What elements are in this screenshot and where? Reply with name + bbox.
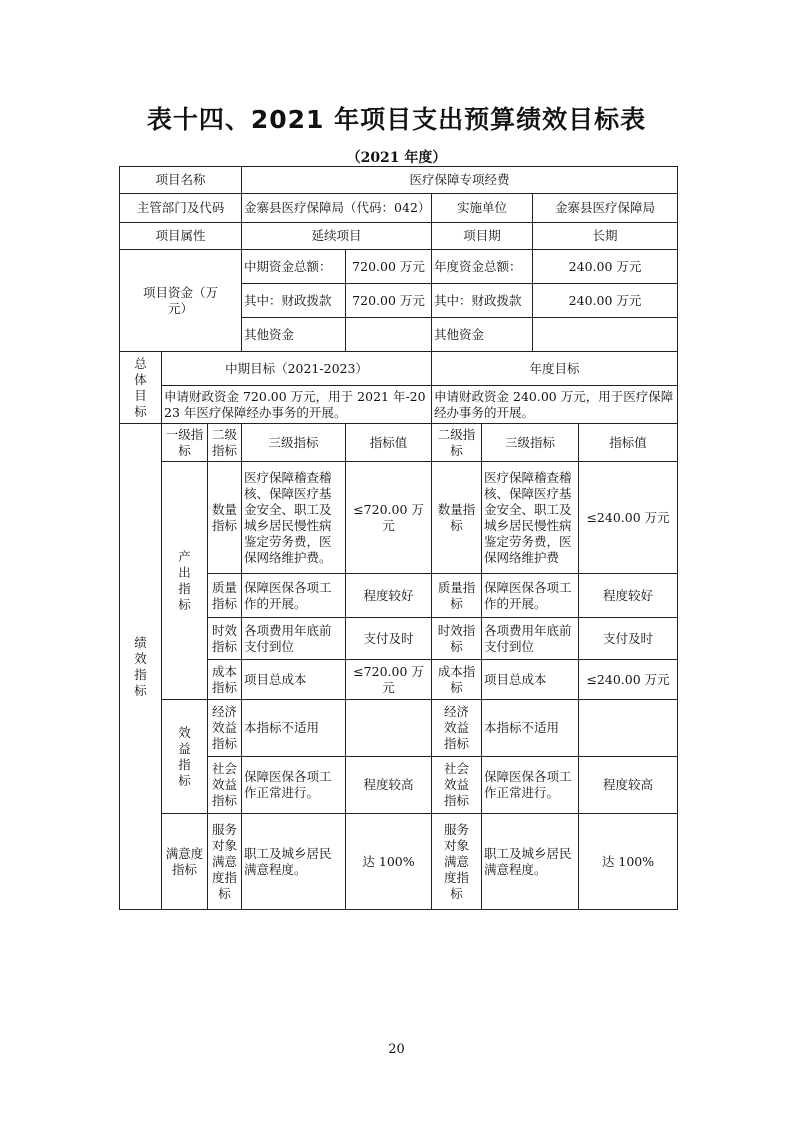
val-quality-year: 程度较好 — [579, 574, 678, 618]
year-other-value — [533, 318, 678, 352]
page-title: 表十四、2021 年项目支出预算绩效目标表 — [146, 105, 647, 134]
budget-performance-table — [119, 166, 678, 910]
year-total-label: 年度资金总额： — [432, 250, 533, 284]
project-name-label: 项目名称 — [120, 167, 242, 194]
l2-quality-year: 质量指标 — [432, 574, 482, 618]
indicators-label: 绩效指标 — [120, 424, 162, 910]
l3-economic: 本指标不适用 — [242, 700, 346, 757]
l3-timeliness: 各项费用年底前支付到位 — [242, 618, 346, 660]
mid-fiscal-label: 其中：财政拨款 — [242, 284, 346, 318]
l3-cost-year: 项目总成本 — [482, 660, 579, 700]
l2-timeliness: 时效指标 — [208, 618, 242, 660]
project-attr-value: 延续项目 — [242, 223, 432, 250]
l2-economic-year: 经济效益指标 — [432, 700, 482, 757]
val-timeliness-year: 支付及时 — [579, 618, 678, 660]
header-value-year: 指标值 — [579, 424, 678, 462]
l2-satisfaction: 服务对象满意度指标 — [208, 814, 242, 910]
benefit-indicator-label: 效益指标 — [162, 700, 208, 814]
mid-total-label: 中期资金总额： — [242, 250, 346, 284]
header-level3-year: 三级指标 — [482, 424, 579, 462]
mid-other-value — [346, 318, 432, 352]
l3-quality: 保障医保各项工作的开展。 — [242, 574, 346, 618]
val-social-year: 程度较高 — [579, 757, 678, 814]
header-level2: 二级指标 — [208, 424, 242, 462]
impl-unit-label: 实施单位 — [432, 194, 533, 223]
l2-satisfaction-year: 服务对象满意度指标 — [432, 814, 482, 910]
page-subtitle: （2021 年度） — [346, 150, 447, 166]
val-quantity-year: ≤240.00 万元 — [579, 462, 678, 574]
mid-total-value: 720.00 万元 — [346, 250, 432, 284]
mid-goal-header: 中期目标（2021-2023） — [162, 352, 432, 386]
l2-social: 社会效益指标 — [208, 757, 242, 814]
l2-timeliness-year: 时效指标 — [432, 618, 482, 660]
l3-cost: 项目总成本 — [242, 660, 346, 700]
header-value: 指标值 — [346, 424, 432, 462]
year-fiscal-label: 其中：财政拨款 — [432, 284, 533, 318]
funds-label: 项目资金（万元） — [120, 250, 242, 352]
val-economic-year — [579, 700, 678, 757]
l3-satisfaction: 职工及城乡居民满意程度。 — [242, 814, 346, 910]
val-satisfaction: 达 100% — [346, 814, 432, 910]
output-indicator-label: 产出指标 — [162, 462, 208, 700]
header-level3: 三级指标 — [242, 424, 346, 462]
year-total-value: 240.00 万元 — [533, 250, 678, 284]
l3-economic-year: 本指标不适用 — [482, 700, 579, 757]
year-goal-text: 申请财政资金 240.00 万元，用于医疗保障经办事务的开展。 — [432, 386, 678, 424]
l3-quantity-year: 医疗保障稽查稽核、保障医疗基金安全、职工及城乡居民慢性病鉴定劳务费，医保网络维护费 — [482, 462, 579, 574]
val-quantity: ≤720.00 万元 — [346, 462, 432, 574]
l2-quantity: 数量指标 — [208, 462, 242, 574]
dept-label: 主管部门及代码 — [120, 194, 242, 223]
val-timeliness: 支付及时 — [346, 618, 432, 660]
l2-quantity-year: 数量指标 — [432, 462, 482, 574]
l3-quantity: 医疗保障稽查稽核、保障医疗基金安全、职工及城乡居民慢性病鉴定劳务费，医保网络维护费。 — [242, 462, 346, 574]
project-attr-label: 项目属性 — [120, 223, 242, 250]
project-period-label: 项目期 — [432, 223, 533, 250]
l2-social-year: 社会效益指标 — [432, 757, 482, 814]
l3-timeliness-year: 各项费用年底前支付到位 — [482, 618, 579, 660]
l3-quality-year: 保障医保各项工作的开展。 — [482, 574, 579, 618]
l3-satisfaction-year: 职工及城乡居民满意程度。 — [482, 814, 579, 910]
project-period-value: 长期 — [533, 223, 678, 250]
l3-social-year: 保障医保各项工作正常进行。 — [482, 757, 579, 814]
satisfaction-indicator-label: 满意度指标 — [162, 814, 208, 910]
overall-goal-label: 总体目标 — [120, 352, 162, 424]
val-economic — [346, 700, 432, 757]
val-satisfaction-year: 达 100% — [579, 814, 678, 910]
header-level1: 一级指标 — [162, 424, 208, 462]
val-quality: 程度较好 — [346, 574, 432, 618]
l3-social: 保障医保各项工作正常进行。 — [242, 757, 346, 814]
dept-value: 金寨县医疗保障局（代码：042） — [242, 194, 432, 223]
mid-goal-text: 申请财政资金 720.00 万元，用于 2021 年-2023 年医疗保障经办事务的开展。 — [162, 386, 432, 424]
l2-cost: 成本指标 — [208, 660, 242, 700]
mid-fiscal-value: 720.00 万元 — [346, 284, 432, 318]
year-other-label: 其他资金 — [432, 318, 533, 352]
val-cost-year: ≤240.00 万元 — [579, 660, 678, 700]
l2-cost-year: 成本指标 — [432, 660, 482, 700]
header-level2-year: 二级指标 — [432, 424, 482, 462]
impl-unit-value: 金寨县医疗保障局 — [533, 194, 678, 223]
page-number: 20 — [388, 1042, 405, 1057]
val-social: 程度较高 — [346, 757, 432, 814]
project-name-value: 医疗保障专项经费 — [242, 167, 678, 194]
val-cost: ≤720.00 万元 — [346, 660, 432, 700]
year-goal-header: 年度目标 — [432, 352, 678, 386]
l2-quality: 质量指标 — [208, 574, 242, 618]
year-fiscal-value: 240.00 万元 — [533, 284, 678, 318]
mid-other-label: 其他资金 — [242, 318, 346, 352]
l2-economic: 经济效益指标 — [208, 700, 242, 757]
